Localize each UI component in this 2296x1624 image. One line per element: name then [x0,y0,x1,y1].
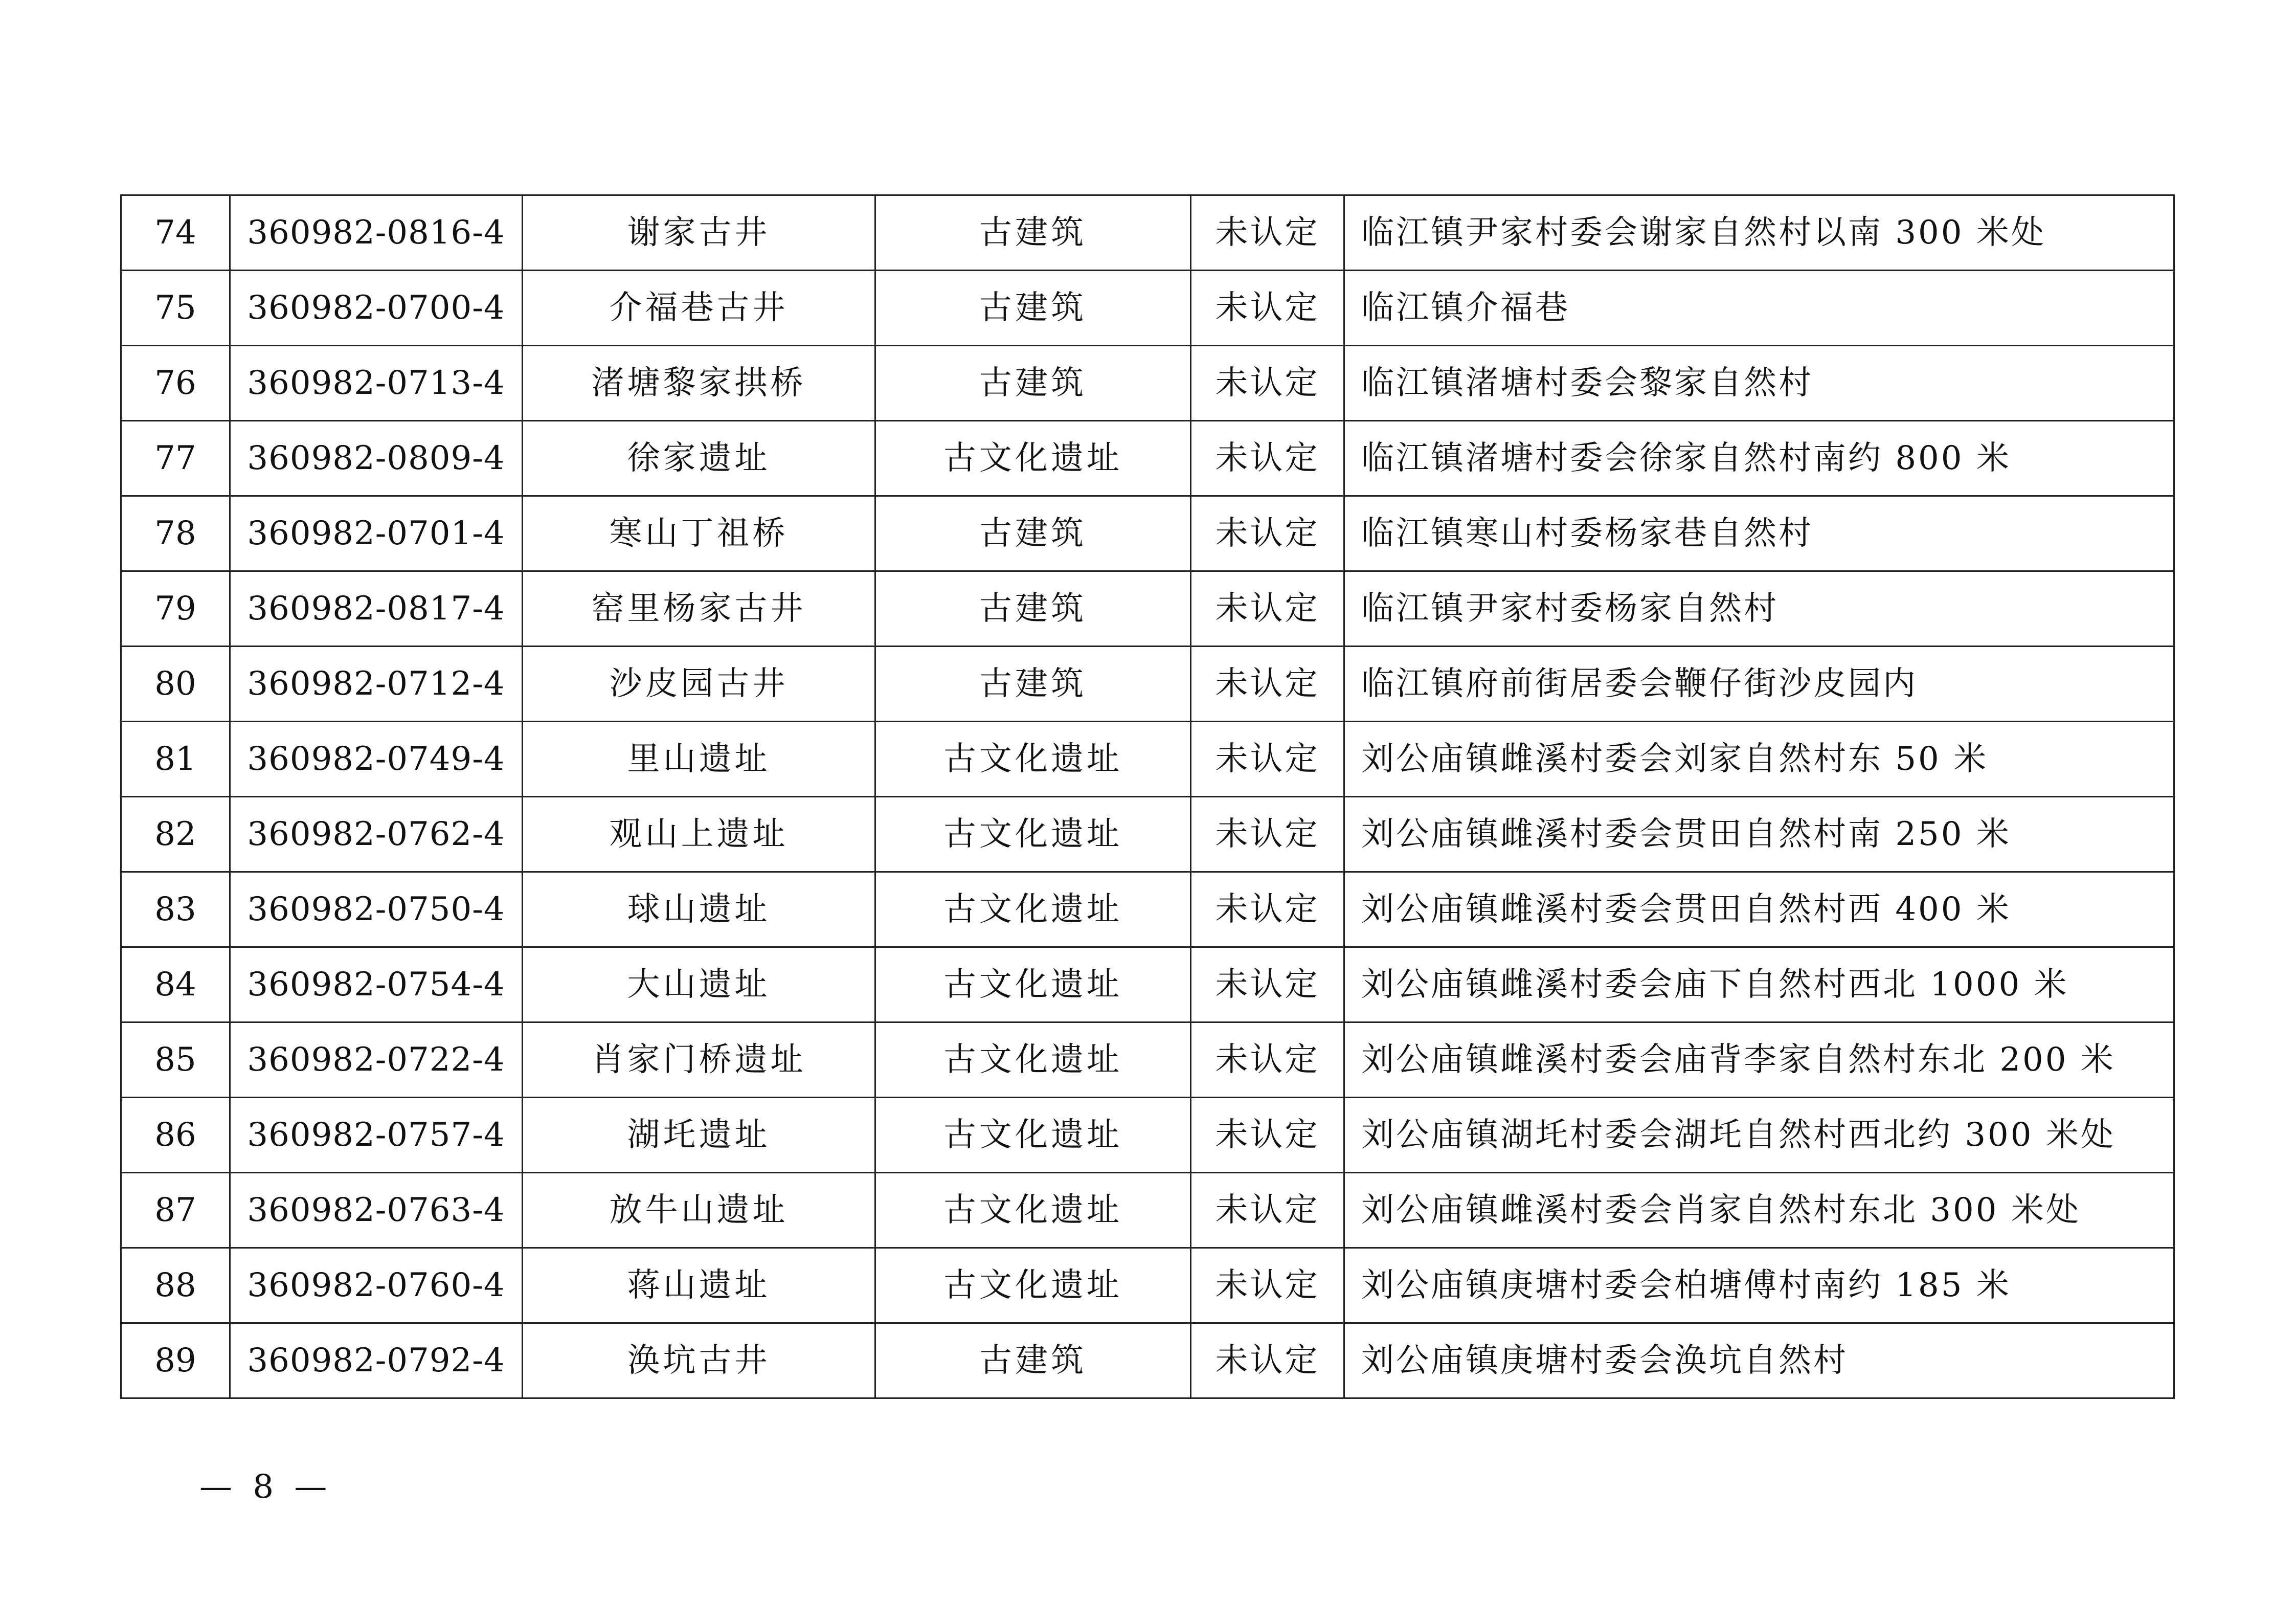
site-code-cell: 360982-0701-4 [230,496,523,571]
location-cell: 临江镇尹家村委杨家自然村 [1344,571,2174,647]
row-number-cell: 74 [121,195,230,271]
site-code-cell: 360982-0809-4 [230,421,523,496]
site-name-cell: 涣坑古井 [523,1323,875,1398]
site-name-cell: 大山遗址 [523,947,875,1022]
table-row [121,647,2174,722]
table-body [121,195,2174,1398]
location-cell: 刘公庙镇雌溪村委会刘家自然村东 50 米 [1344,722,2174,797]
status-cell: 未认定 [1191,722,1344,797]
row-number-cell: 86 [121,1098,230,1173]
site-type-cell: 古文化遗址 [875,1173,1191,1248]
status-cell: 未认定 [1191,947,1344,1022]
status-cell: 未认定 [1191,496,1344,571]
site-code-cell: 360982-0817-4 [230,571,523,647]
location-cell: 临江镇尹家村委会谢家自然村以南 300 米处 [1344,195,2174,271]
table-row [121,722,2174,797]
table-row [121,1173,2174,1248]
site-name-cell: 观山上遗址 [523,797,875,872]
site-code-cell: 360982-0816-4 [230,195,523,271]
site-type-cell: 古建筑 [875,571,1191,647]
site-type-cell: 古文化遗址 [875,947,1191,1022]
status-cell: 未认定 [1191,1248,1344,1323]
location-cell: 临江镇渚塘村委会黎家自然村 [1344,346,2174,421]
table-row [121,947,2174,1022]
site-name-cell: 徐家遗址 [523,421,875,496]
site-code-cell: 360982-0754-4 [230,947,523,1022]
row-number-cell: 82 [121,797,230,872]
site-name-cell: 放牛山遗址 [523,1173,875,1248]
location-cell: 刘公庙镇雌溪村委会贯田自然村南 250 米 [1344,797,2174,872]
row-number-cell: 83 [121,872,230,947]
location-cell: 临江镇府前街居委会鞭仔街沙皮园内 [1344,647,2174,722]
site-name-cell: 渚塘黎家拱桥 [523,346,875,421]
status-cell: 未认定 [1191,797,1344,872]
row-number-cell: 77 [121,421,230,496]
site-type-cell: 古文化遗址 [875,872,1191,947]
location-cell: 刘公庙镇雌溪村委会肖家自然村东北 300 米处 [1344,1173,2174,1248]
site-type-cell: 古建筑 [875,346,1191,421]
table-row [121,872,2174,947]
location-cell: 临江镇渚塘村委会徐家自然村南约 800 米 [1344,421,2174,496]
table-row [121,421,2174,496]
row-number-cell: 84 [121,947,230,1022]
site-type-cell: 古文化遗址 [875,797,1191,872]
row-number-cell: 89 [121,1323,230,1398]
site-name-cell: 介福巷古井 [523,271,875,346]
status-cell: 未认定 [1191,421,1344,496]
site-name-cell: 球山遗址 [523,872,875,947]
location-cell: 刘公庙镇庚塘村委会涣坑自然村 [1344,1323,2174,1398]
site-type-cell: 古建筑 [875,271,1191,346]
site-type-cell: 古文化遗址 [875,1098,1191,1173]
site-name-cell: 湖圫遗址 [523,1098,875,1173]
row-number-cell: 85 [121,1022,230,1098]
table-row [121,1323,2174,1398]
location-cell: 临江镇介福巷 [1344,271,2174,346]
heritage-site-table [120,194,2175,1399]
site-type-cell: 古建筑 [875,1323,1191,1398]
site-code-cell: 360982-0757-4 [230,1098,523,1173]
table-row [121,496,2174,571]
row-number-cell: 78 [121,496,230,571]
site-code-cell: 360982-0792-4 [230,1323,523,1398]
site-name-cell: 谢家古井 [523,195,875,271]
site-code-cell: 360982-0749-4 [230,722,523,797]
table-row [121,346,2174,421]
location-cell: 临江镇寒山村委杨家巷自然村 [1344,496,2174,571]
site-type-cell: 古文化遗址 [875,1022,1191,1098]
table-row [121,1248,2174,1323]
site-code-cell: 360982-0722-4 [230,1022,523,1098]
row-number-cell: 76 [121,346,230,421]
row-number-cell: 87 [121,1173,230,1248]
site-code-cell: 360982-0750-4 [230,872,523,947]
site-type-cell: 古建筑 [875,195,1191,271]
site-code-cell: 360982-0763-4 [230,1173,523,1248]
site-type-cell: 古文化遗址 [875,722,1191,797]
row-number-cell: 79 [121,571,230,647]
site-name-cell: 寒山丁祖桥 [523,496,875,571]
table-row [121,1022,2174,1098]
location-cell: 刘公庙镇雌溪村委会贯田自然村西 400 米 [1344,872,2174,947]
site-code-cell: 360982-0762-4 [230,797,523,872]
site-code-cell: 360982-0713-4 [230,346,523,421]
status-cell: 未认定 [1191,346,1344,421]
site-name-cell: 里山遗址 [523,722,875,797]
table-row [121,797,2174,872]
status-cell: 未认定 [1191,1323,1344,1398]
row-number-cell: 88 [121,1248,230,1323]
table-row [121,571,2174,647]
status-cell: 未认定 [1191,271,1344,346]
site-code-cell: 360982-0700-4 [230,271,523,346]
site-type-cell: 古文化遗址 [875,1248,1191,1323]
table-row [121,271,2174,346]
status-cell: 未认定 [1191,195,1344,271]
site-name-cell: 蒋山遗址 [523,1248,875,1323]
site-code-cell: 360982-0712-4 [230,647,523,722]
status-cell: 未认定 [1191,571,1344,647]
site-name-cell: 肖家门桥遗址 [523,1022,875,1098]
location-cell: 刘公庙镇庚塘村委会柏塘傅村南约 185 米 [1344,1248,2174,1323]
page-number: — 8 — [199,1468,332,1506]
location-cell: 刘公庙镇雌溪村委会庙背李家自然村东北 200 米 [1344,1022,2174,1098]
status-cell: 未认定 [1191,872,1344,947]
site-code-cell: 360982-0760-4 [230,1248,523,1323]
table-row [121,1098,2174,1173]
site-name-cell: 窑里杨家古井 [523,571,875,647]
location-cell: 刘公庙镇雌溪村委会庙下自然村西北 1000 米 [1344,947,2174,1022]
row-number-cell: 81 [121,722,230,797]
row-number-cell: 80 [121,647,230,722]
status-cell: 未认定 [1191,1098,1344,1173]
site-type-cell: 古建筑 [875,647,1191,722]
status-cell: 未认定 [1191,647,1344,722]
table-row [121,195,2174,271]
row-number-cell: 75 [121,271,230,346]
status-cell: 未认定 [1191,1173,1344,1248]
site-name-cell: 沙皮园古井 [523,647,875,722]
site-type-cell: 古文化遗址 [875,421,1191,496]
status-cell: 未认定 [1191,1022,1344,1098]
site-type-cell: 古建筑 [875,496,1191,571]
location-cell: 刘公庙镇湖圫村委会湖圫自然村西北约 300 米处 [1344,1098,2174,1173]
